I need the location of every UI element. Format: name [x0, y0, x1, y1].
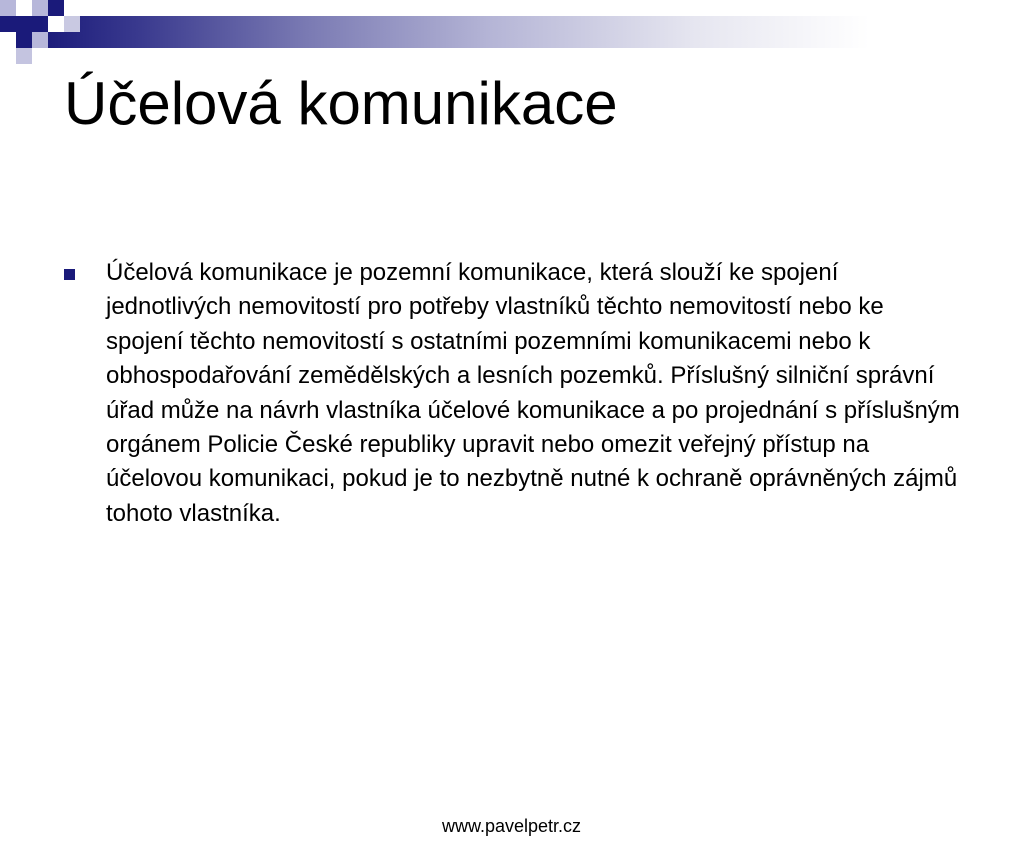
decor-square — [32, 48, 48, 64]
decor-square — [16, 48, 32, 64]
square-bullet-icon — [64, 269, 75, 280]
decor-square — [32, 0, 48, 16]
header-gradient-band — [0, 16, 1023, 48]
list-item — [64, 256, 964, 531]
bullet-list — [64, 256, 964, 531]
slide-title: Účelová komunikace — [64, 70, 618, 137]
decor-square — [0, 0, 16, 16]
decor-square — [48, 16, 64, 32]
footer-url: www.pavelpetr.cz — [441, 816, 582, 836]
bullet-text: Účelová komunikace je pozemní komunikace, která slouží ke spojení jednotlivých nemovitostí pro potřeby vlastníků těchto nemovitostí nebo ke spojení těchto nemovitostí s ostatními pozemními komunikacemi nebo k obhospodařování zemědělských a lesních pozemků. Příslušný silniční správní úřad může na návrh vlastníka účelové komunikace a po projednání s příslušným orgánem Policie České republiky upravit nebo omezit veřejný přístup na účelovou komunikaci, pokud je to nezbytně nutné k ochraně oprávněných zájmů tohoto vlastníka. — [106, 259, 960, 527]
decor-square — [32, 32, 48, 48]
decor-square — [0, 32, 16, 48]
decor-square — [64, 16, 80, 32]
decor-square — [48, 0, 64, 16]
decor-square — [16, 16, 32, 32]
